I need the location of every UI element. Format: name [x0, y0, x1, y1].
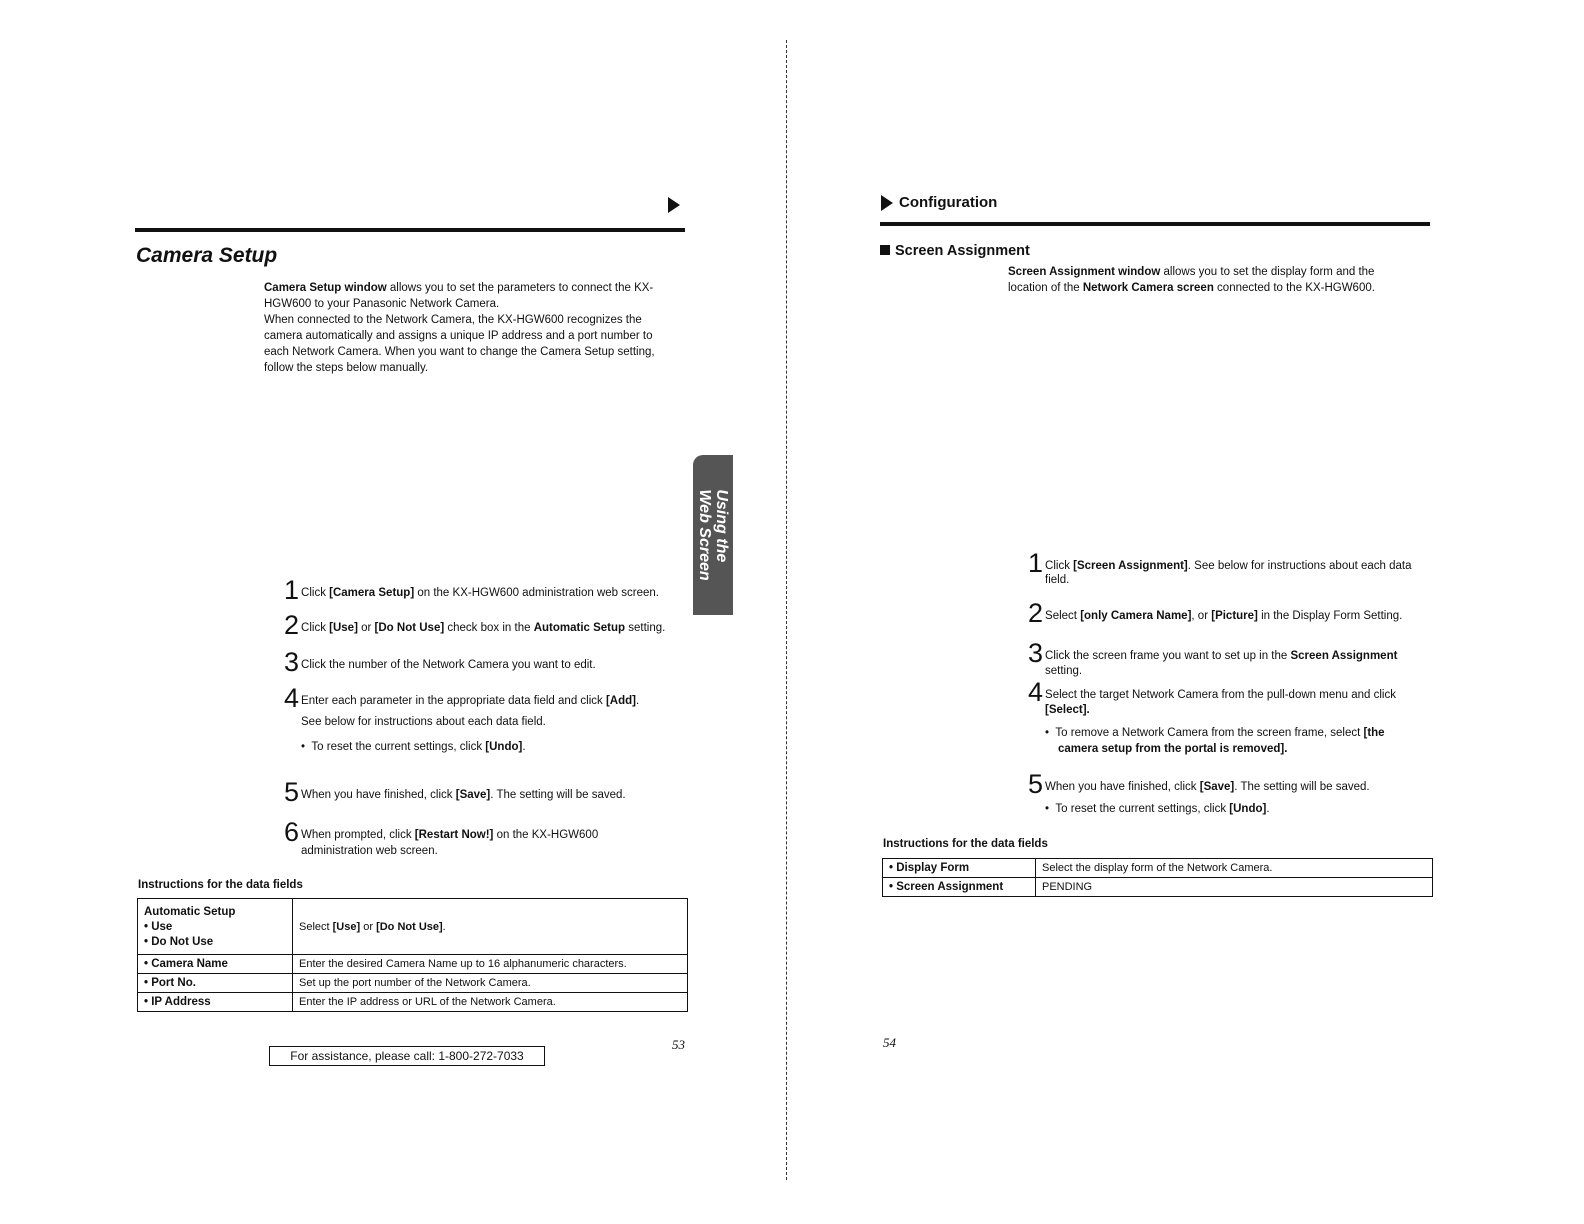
- table-label: Automatic Setup • Use • Do Not Use: [138, 899, 293, 955]
- table-desc: Select the display form of the Network Camera.: [1036, 859, 1433, 878]
- step-1: 1 Click [Camera Setup] on the KX-HGW600 administration web screen.: [284, 575, 659, 605]
- data-fields-table: [137, 898, 688, 1012]
- table-label: • Screen Assignment: [883, 878, 1036, 897]
- step-3-line2: setting.: [1045, 665, 1083, 677]
- section-arrow-icon: [668, 197, 680, 213]
- data-fields-table: [882, 858, 1433, 897]
- table-row: [883, 878, 1433, 897]
- table-row: [138, 899, 688, 955]
- step-4-bullet: • To reset the current settings, click [Undo].: [301, 741, 526, 753]
- step-2: 2 Select [only Camera Name], or [Picture] in the Display Form Setting.: [1028, 598, 1403, 628]
- instructions-heading: Instructions for the data fields: [138, 879, 303, 891]
- step-4-bullet: • To remove a Network Camera from the screen frame, select [the: [1045, 727, 1385, 739]
- step-6-line2: administration web screen.: [301, 845, 438, 857]
- table-desc: Select [Use] or [Do Not Use].: [293, 899, 688, 955]
- table-row: [138, 974, 688, 993]
- step-2: 2 Click [Use] or [Do Not Use] check box in the Automatic Setup setting.: [284, 610, 666, 640]
- table-label: • Port No.: [138, 974, 293, 993]
- step-6: 6 When prompted, click [Restart Now!] on the KX-HGW600: [284, 817, 599, 847]
- step-5: 5 When you have finished, click [Save]. The setting will be saved.: [1028, 769, 1370, 799]
- intro-paragraph: Screen Assignment window allows you to set the display form and the location of the Network Camera screen connected to the KX-HGW600.: [1008, 266, 1375, 294]
- table-desc: Set up the port number of the Network Camera.: [293, 974, 688, 993]
- table-desc: Enter the IP address or URL of the Network Camera.: [293, 993, 688, 1012]
- assistance-box: For assistance, please call: 1-800-272-7033: [269, 1046, 545, 1066]
- step-4-line2: [Select].: [1045, 704, 1090, 716]
- table-desc: Enter the desired Camera Name up to 16 alphanumeric characters.: [293, 955, 688, 974]
- step-4-note: See below for instructions about each data field.: [301, 716, 546, 728]
- page-title: Camera Setup: [136, 244, 278, 267]
- step-5: 5 When you have finished, click [Save]. The setting will be saved.: [284, 777, 626, 807]
- page-number: 53: [672, 1037, 685, 1052]
- step-4: 4 Enter each parameter in the appropriate data field and click [Add].: [284, 683, 640, 713]
- page-fold-divider: [786, 40, 787, 1180]
- step-5-bullet: • To reset the current settings, click [Undo].: [1045, 803, 1270, 815]
- intro-paragraph: Camera Setup window allows you to set the parameters to connect the KX- HGW600 to your Panasonic Network Camera. When connected to the Network Camera, the KX-HGW600 recognizes the camera automatically and assigns a unique IP address and a port number to each Network Camera. When you want to change the Camera Setup setting, follow the steps below manually.: [264, 282, 655, 374]
- table-desc: PENDING: [1036, 878, 1433, 897]
- table-row: [138, 993, 688, 1012]
- header-rule: [880, 222, 1430, 226]
- square-bullet-icon: [880, 245, 890, 255]
- configuration-header: Configuration: [881, 194, 997, 211]
- step-3: 3 Click the number of the Network Camera you want to edit.: [284, 647, 596, 677]
- instructions-heading: Instructions for the data fields: [883, 838, 1048, 850]
- section-side-tab: Using the Web Screen: [693, 455, 733, 615]
- step-3: 3 Click the screen frame you want to set up in the Screen Assignment: [1028, 638, 1398, 668]
- page-number: 54: [883, 1035, 896, 1050]
- table-row: [138, 955, 688, 974]
- table-row: [883, 859, 1433, 878]
- table-label: • IP Address: [138, 993, 293, 1012]
- header-rule: [135, 228, 685, 232]
- step-4-bullet-line2: camera setup from the portal is removed].: [1058, 743, 1288, 755]
- configuration-arrow-icon: [881, 195, 893, 211]
- step-4: 4 Select the target Network Camera from the pull-down menu and click: [1028, 677, 1396, 707]
- step-1-line2: field.: [1045, 574, 1070, 586]
- section-title: Screen Assignment: [880, 243, 1030, 259]
- step-1: 1 Click [Screen Assignment]. See below for instructions about each data: [1028, 548, 1412, 578]
- table-label: • Display Form: [883, 859, 1036, 878]
- table-label: • Camera Name: [138, 955, 293, 974]
